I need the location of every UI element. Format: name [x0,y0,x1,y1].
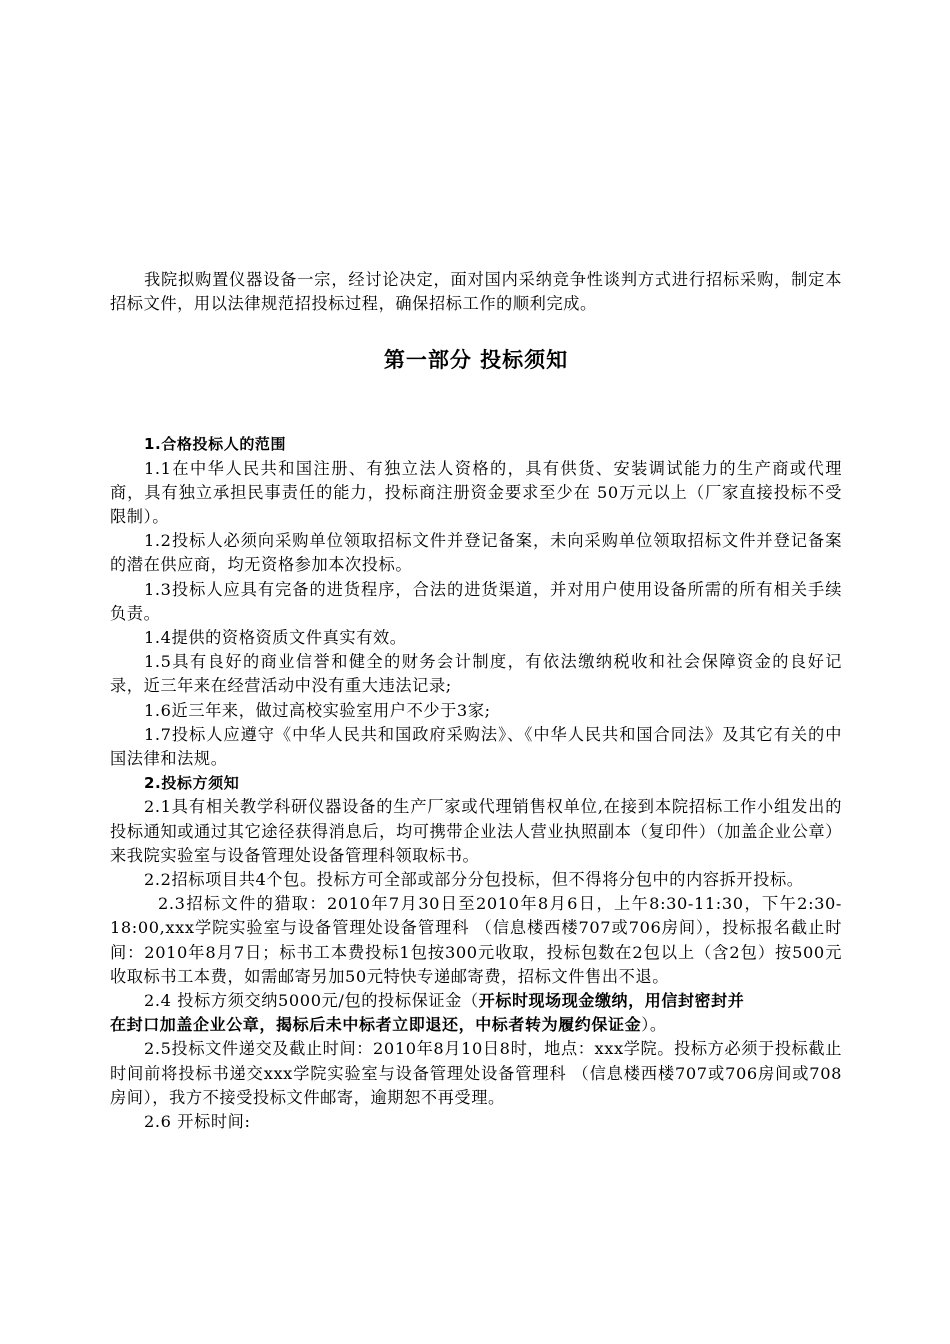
clause-2-4-bold-b: 在封口加盖企业公章，揭标后未中标者立即退还，中标者转为履约保证金 [110,1015,642,1035]
clause-1-4: 1.4提供的资格资质文件真实有效。 [144,628,407,648]
part-title: 第一部分 投标须知 [383,348,569,373]
clause-2-4-bold-a: 开标时现场现金缴纳，用信封密封并 [478,991,745,1011]
clause-2-2: 2.2招标项目共4个包。投标方可全部或部分分包投标，但不得将分包中的内容拆开投标。 [144,870,804,890]
clause-2-4-cont [110,1013,842,1037]
clause-2-6: 2.6 开标时间: [144,1112,251,1132]
intro-paragraph: 我院拟购置仪器设备一宗，经讨论决定，面对国内采纳竞争性谈判方式进行招标采购，制定本招标文件，用以法律规范招投标过程，确保招标工作的顺利完成。 [110,270,842,314]
document-body [110,268,842,1134]
clause-2-4-prefix: 2.4 投标方须交纳5000元/包的投标保证金（ [144,991,479,1011]
clause-1-1: 1.1在中华人民共和国注册、有独立法人资格的，具有供货、安装调试能力的生产商或代理商，具有独立承担民事责任的能力，投标商注册资金要求至少在 50万元以上（厂家直接投标不受限制）。 [110,458,842,527]
section1-title: 1.合格投标人的范围 [144,435,287,454]
clause-1-3: 1.3投标人应具有完备的进货程序，合法的进货渠道，并对用户使用设备所需的所有相关手续负责。 [110,579,842,623]
clause-1-6: 1.6近三年来，做过高校实验室用户不少于3家; [144,700,491,720]
clause-2-4-suffix: ）。 [641,1015,667,1035]
clause-1-7: 1.7投标人应遵守《中华人民共和国政府采购法》、《中华人民共和国合同法》及其它有关的中国法律和法规。 [110,724,842,769]
clause-2-1: 2.1具有相关教学科研仪器设备的生产厂家或代理销售权单位,在接到本院招标工作小组发出的投标通知或通过其它途径获得消息后，均可携带企业法人营业执照副本（复印件）（加盖企业公章）来我院实验室与设备管理处设备管理科领取标书。 [110,797,842,865]
clause-1-2: 1.2投标人必须向采购单位领取招标文件并登记备案，未向采购单位领取招标文件并登记备案的潜在供应商，均无资格参加本次投标。 [110,531,842,575]
clause-2-3: 2.3招标文件的猎取：2010年7月30日至2010年8月6日，上午8:30-11:30，下午2:30-18:00,xxx学院实验室与设备管理处设备管理科 （信息楼西楼707或706房间），投标报名截止时间：2010年8月7日；标书工本费投标1包按300元收取，投标包数在2包以上（含2包）按500元收取标书工本费，如需邮寄另加50元特快专递邮寄费，招标文件售出不退。 [110,894,842,986]
clause-1-5: 1.5具有良好的商业信誉和健全的财务会计制度，有依法缴纳税收和社会保障资金的良好记录，近三年来在经营活动中没有重大违法记录; [110,652,842,696]
clause-2-5: 2.5投标文件递交及截止时间：2010年8月10日8时，地点：xxx学院。投标方必须于投标截止时间前将投标书递交xxx学院实验室与设备管理处设备管理科 （信息楼西楼707或706房间或708房间），我方不接受投标文件邮寄，逾期恕不再受理。 [110,1039,842,1107]
section2-title: 2.投标方须知 [144,774,240,793]
clause-2-4 [110,989,842,1013]
